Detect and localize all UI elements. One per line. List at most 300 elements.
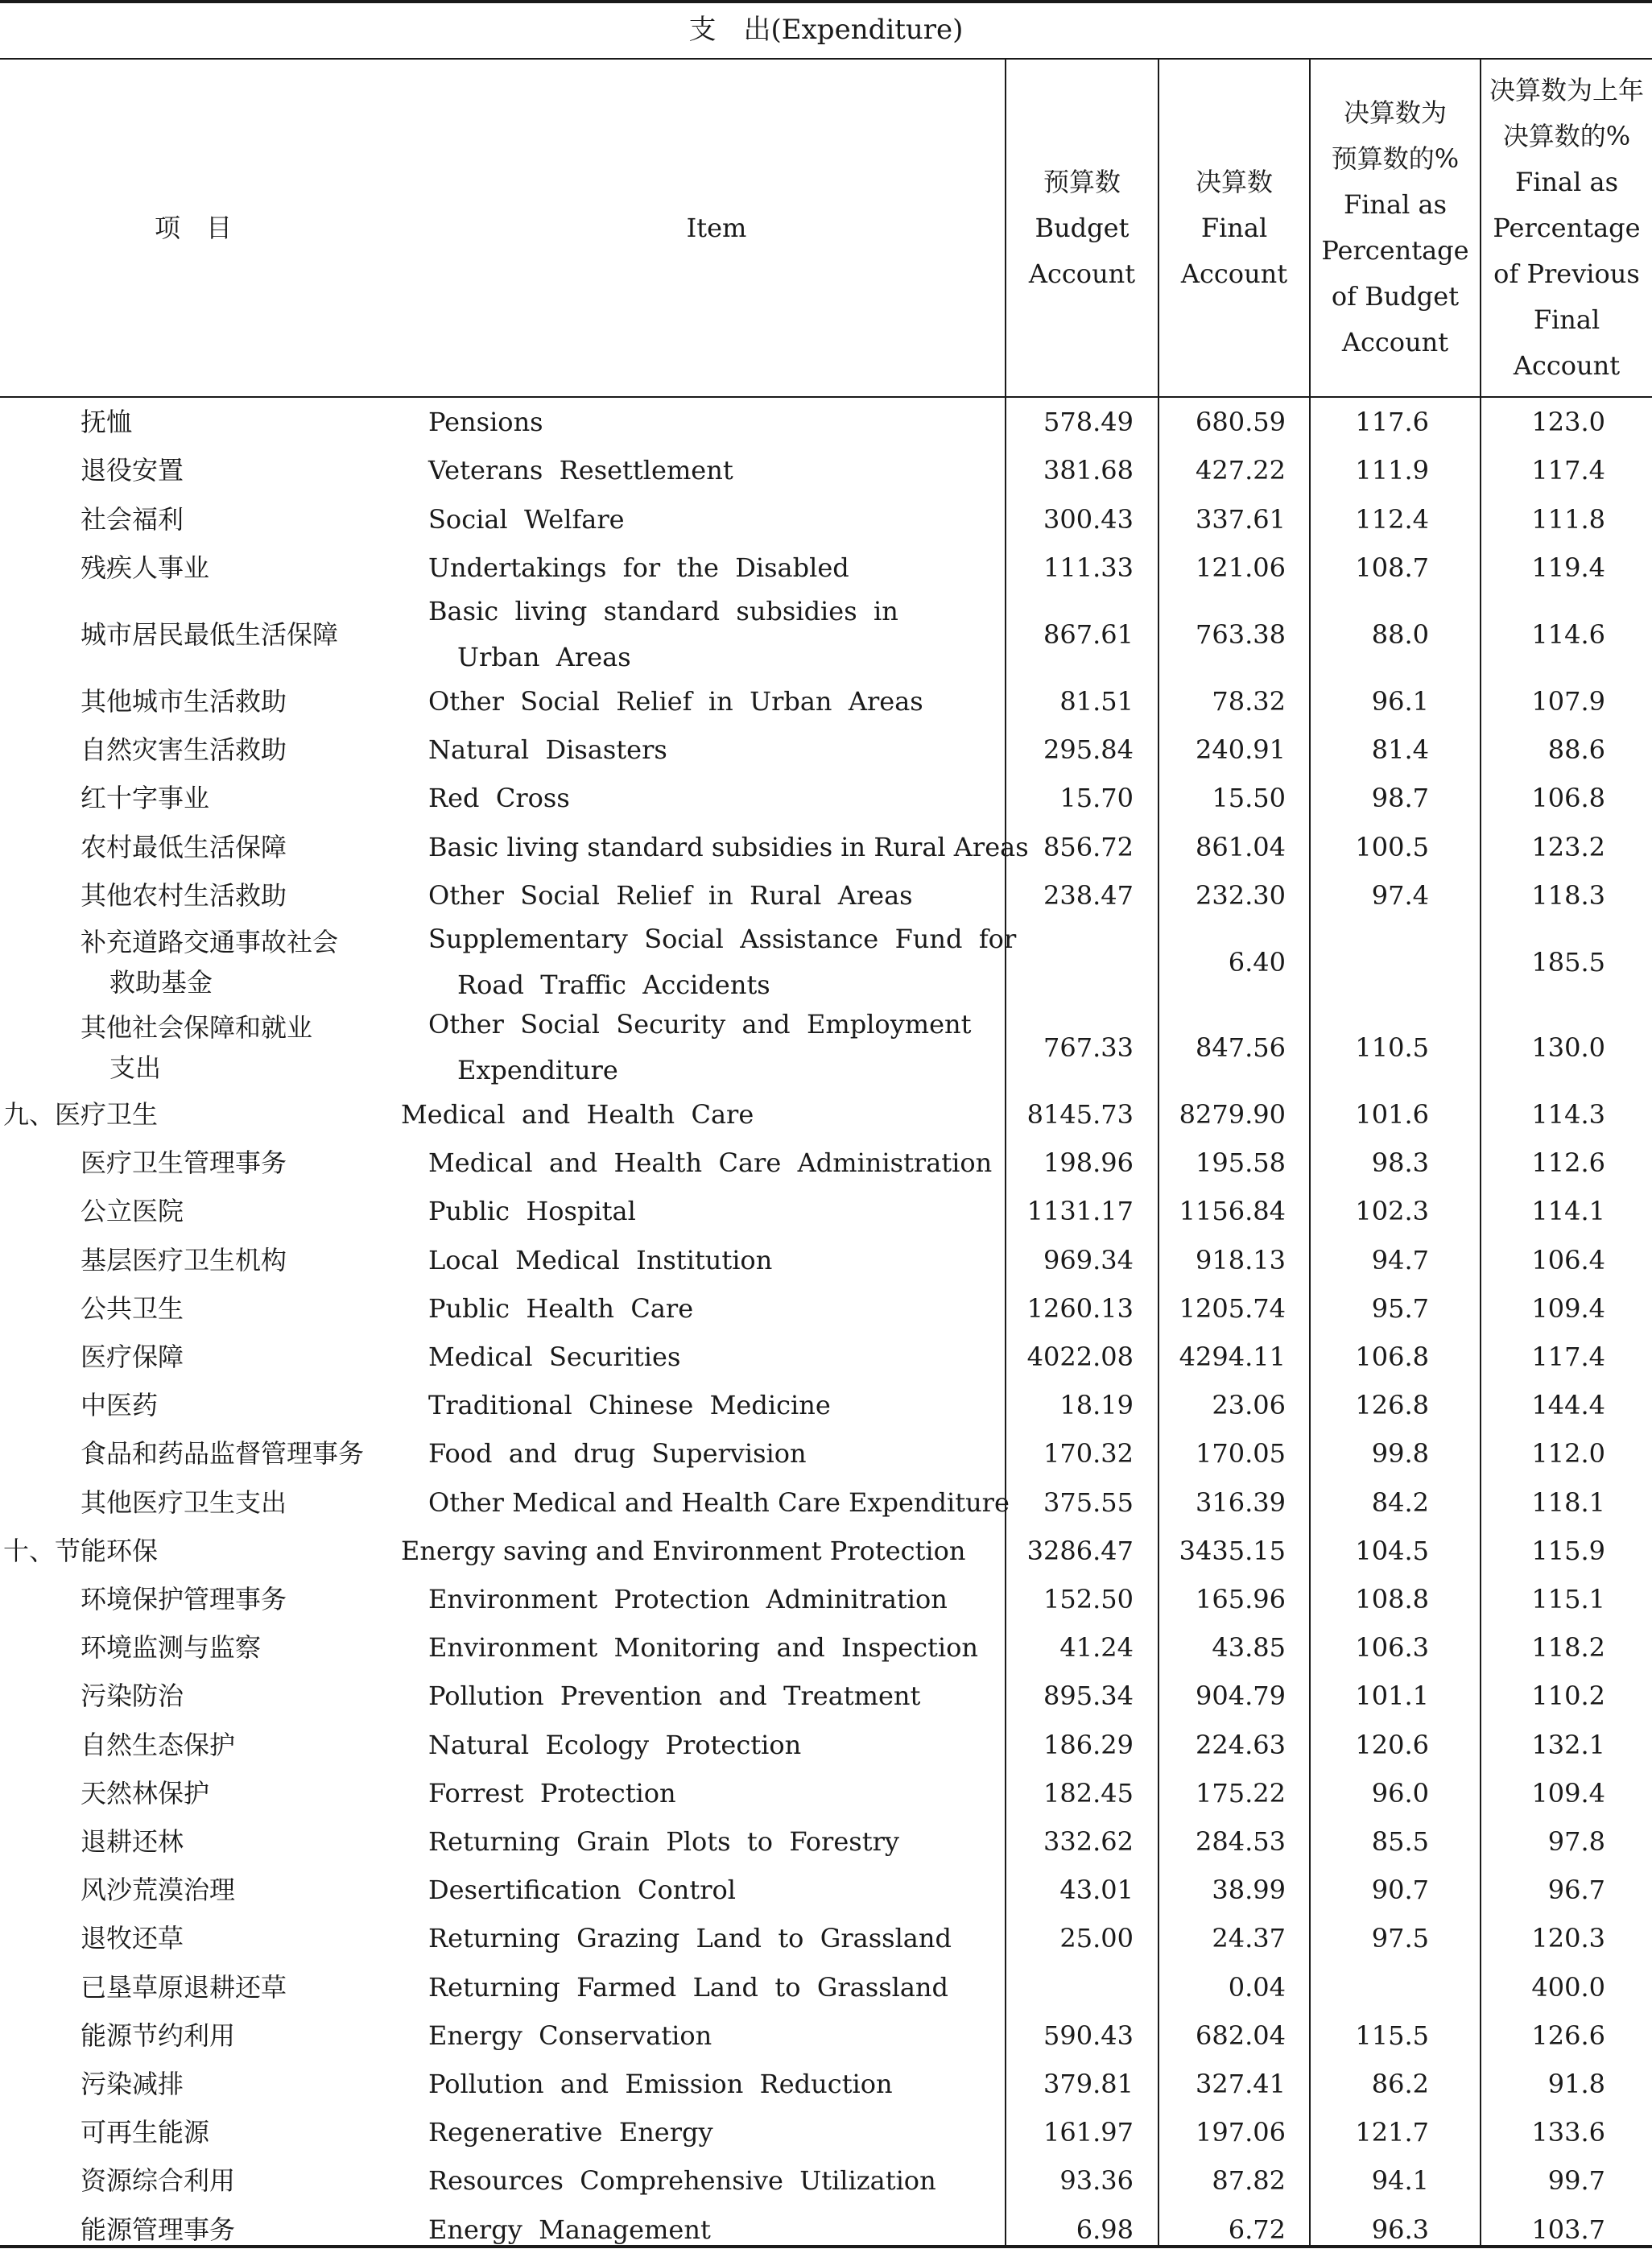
row-en-line: Basic living standard subsidies in xyxy=(428,595,898,626)
row-pct-prev-value: 110.2 xyxy=(1531,1681,1605,1712)
row-en-line: Pensions xyxy=(428,407,543,438)
row-budget-value: 379.81 xyxy=(1043,2068,1134,2099)
row-budget-value: 3286.47 xyxy=(1026,1535,1134,1566)
row-en-line: Undertakings for the Disabled xyxy=(428,552,849,583)
row-budget-value: 590.43 xyxy=(1043,2020,1134,2051)
row-final-value: 427.22 xyxy=(1196,455,1286,486)
row-pct-budget-value: 111.9 xyxy=(1355,455,1429,486)
row-cn-label xyxy=(81,1197,184,1226)
row-pct-prev-value: 118.2 xyxy=(1531,1632,1605,1664)
row-en-line: Medical Securities xyxy=(428,1341,681,1372)
row-cn-line: 农村最低生活保障 xyxy=(81,831,287,862)
row-budget-value: 767.33 xyxy=(1043,1031,1134,1063)
row-pct-prev-value: 114.3 xyxy=(1531,1098,1605,1130)
row-final-value: 682.04 xyxy=(1196,2020,1286,2051)
header-pct-budget-line: 决算数为 xyxy=(1343,97,1447,128)
row-final-value: 337.61 xyxy=(1196,503,1286,535)
row-pct-budget-value: 99.8 xyxy=(1371,1438,1429,1470)
row-cn-label xyxy=(81,1342,184,1371)
row-en-label xyxy=(428,1681,920,1710)
row-final-value: 847.56 xyxy=(1196,1031,1286,1063)
row-en-label xyxy=(428,2021,712,2050)
row-pct-prev-value: 97.8 xyxy=(1547,1825,1605,1857)
row-cn-label xyxy=(81,553,209,582)
header-final xyxy=(1159,159,1309,297)
row-en-label xyxy=(428,916,1016,1008)
row-pct-budget-value: 84.2 xyxy=(1371,1486,1429,1518)
row-budget-value: 170.32 xyxy=(1043,1438,1134,1470)
row-cn-line: 社会福利 xyxy=(81,503,184,535)
row-budget-value: 1260.13 xyxy=(1026,1292,1134,1324)
row-budget-value: 381.68 xyxy=(1043,455,1134,486)
row-cn-label xyxy=(81,2166,235,2195)
row-en-label xyxy=(428,1391,831,1420)
row-final-value: 904.79 xyxy=(1196,1681,1286,1712)
header-budget-line: 预算数 xyxy=(1043,167,1121,197)
row-en-label xyxy=(428,2215,711,2244)
row-pct-prev-value: 144.4 xyxy=(1531,1390,1605,1421)
row-pct-prev-value: 117.4 xyxy=(1531,455,1605,486)
header-cn-item: 项 目 xyxy=(154,213,232,243)
row-cn-label xyxy=(81,1827,184,1856)
row-pct-budget-value: 81.4 xyxy=(1371,734,1429,766)
header-pct-budget-line: 预算数的% xyxy=(1331,143,1460,174)
row-en-line: Other Social Relief in Urban Areas xyxy=(428,685,923,717)
row-pct-budget-value: 88.0 xyxy=(1371,618,1429,650)
row-en-label xyxy=(428,1197,636,1226)
row-en-label xyxy=(428,1730,801,1759)
row-en-label xyxy=(428,589,898,680)
row-cn-line: 其他农村生活救助 xyxy=(81,879,287,911)
row-cn-line: 风沙荒漠治理 xyxy=(81,1875,236,1906)
row-en-label xyxy=(428,687,923,716)
row-pct-prev-value: 88.6 xyxy=(1547,734,1605,766)
row-cn-label xyxy=(81,1924,184,1953)
row-final-value: 240.91 xyxy=(1196,734,1286,766)
row-pct-prev-value: 132.1 xyxy=(1531,1729,1605,1760)
row-pct-prev-value: 96.7 xyxy=(1547,1875,1605,1906)
row-en-label xyxy=(428,783,570,812)
row-budget-value: 4022.08 xyxy=(1026,1341,1134,1372)
row-cn-line: 公立医院 xyxy=(81,1196,184,1227)
row-cn-line: 补充道路交通事故社会 xyxy=(81,926,339,957)
row-en-line: Local Medical Institution xyxy=(428,1244,773,1275)
row-pct-budget-value: 117.6 xyxy=(1355,407,1429,438)
row-budget-value: 161.97 xyxy=(1043,2117,1134,2148)
header-pct-prev-line: Final as xyxy=(1514,167,1619,197)
row-final-value: 3435.15 xyxy=(1179,1535,1286,1566)
row-en-label xyxy=(428,1779,676,1808)
row-pct-prev-value: 120.3 xyxy=(1531,1923,1605,1954)
header-pct-budget-line: of Budget xyxy=(1331,281,1460,312)
row-cn-label xyxy=(81,1246,287,1275)
row-cn-label xyxy=(81,456,184,485)
header-pct-prev-line: Percentage xyxy=(1493,213,1641,243)
row-cn-label xyxy=(81,922,338,1003)
header-budget-line: Budget xyxy=(1035,213,1130,243)
row-cn-line: 其他城市生活救助 xyxy=(81,685,287,717)
row-pct-budget-value: 112.4 xyxy=(1355,503,1429,535)
row-budget-value: 895.34 xyxy=(1043,1681,1134,1712)
row-pct-budget-value: 98.3 xyxy=(1371,1147,1429,1179)
row-en-line: Resources Comprehensive Utilization xyxy=(428,2165,936,2197)
row-cn-line: 抚恤 xyxy=(81,407,133,438)
row-cn-line: 可再生能源 xyxy=(81,2117,210,2148)
row-pct-budget-value: 98.7 xyxy=(1371,783,1429,814)
row-cn-label xyxy=(81,505,184,534)
row-en-line: Other Social Security and Employment xyxy=(428,1008,972,1040)
header-final-line: Account xyxy=(1180,258,1288,289)
row-en-label xyxy=(428,456,733,485)
row-en-line: Desertification Control xyxy=(428,1875,737,1906)
row-pct-prev-value: 109.4 xyxy=(1531,1777,1605,1809)
row-cn-label xyxy=(81,1488,287,1517)
row-pct-budget-value: 97.4 xyxy=(1371,879,1429,911)
header-pct-budget xyxy=(1311,90,1480,366)
row-pct-budget-value: 101.1 xyxy=(1355,1681,1429,1712)
row-final-value: 197.06 xyxy=(1196,2117,1286,2148)
row-budget-value: 15.70 xyxy=(1059,783,1134,814)
row-cn-label xyxy=(81,2215,235,2244)
row-final-value: 1205.74 xyxy=(1179,1292,1286,1324)
row-pct-prev-value: 130.0 xyxy=(1531,1031,1605,1063)
row-cn-label xyxy=(81,1148,287,1177)
row-pct-budget-value: 90.7 xyxy=(1371,1875,1429,1906)
row-cn-line: 已垦草原退耕还草 xyxy=(81,1971,287,2003)
row-final-value: 38.99 xyxy=(1212,1875,1286,1906)
row-en-line: Pollution Prevention and Treatment xyxy=(428,1681,921,1712)
row-en-label xyxy=(428,1973,948,2002)
row-cn-label xyxy=(81,1585,287,1614)
row-en-label xyxy=(428,1294,693,1323)
row-budget-value: 41.24 xyxy=(1059,1632,1134,1664)
row-en-line: Urban Areas xyxy=(457,641,631,672)
row-cn-label xyxy=(81,1875,235,1904)
row-budget-value: 6.98 xyxy=(1076,2214,1134,2245)
row-cn-line: 医疗保障 xyxy=(81,1341,184,1372)
row-en-line: Forrest Protection xyxy=(428,1777,676,1809)
row-final-value: 224.63 xyxy=(1196,1729,1286,1760)
row-pct-prev-value: 118.3 xyxy=(1531,879,1605,911)
row-cn-label xyxy=(81,735,287,764)
header-pct-budget-line: Final as xyxy=(1343,189,1448,220)
header-budget-line: Account xyxy=(1028,258,1136,289)
row-pct-prev-value: 103.7 xyxy=(1531,2214,1605,2245)
row-final-value: 24.37 xyxy=(1212,1923,1286,1954)
row-cn-label xyxy=(81,407,132,436)
row-pct-prev-value: 123.2 xyxy=(1531,831,1605,862)
row-budget-value: 332.62 xyxy=(1043,1825,1134,1857)
row-final-value: 170.05 xyxy=(1196,1438,1286,1470)
row-en-line: Natural Ecology Protection xyxy=(428,1729,802,1760)
row-cn-line: 城市居民最低生活保障 xyxy=(81,618,339,650)
row-pct-budget-value: 106.3 xyxy=(1355,1632,1429,1664)
row-en-label xyxy=(428,881,913,910)
row-pct-budget-value: 97.5 xyxy=(1371,1923,1429,1954)
row-cn-line: 红十字事业 xyxy=(81,783,210,814)
row-cn-line: 食品和药品监督管理事务 xyxy=(81,1438,365,1470)
header-pct-prev-line: 决算数的% xyxy=(1502,121,1631,151)
row-en-line: Basic living standard subsidies in Rural Areas xyxy=(428,831,1029,862)
title-rule xyxy=(0,58,1652,60)
row-cn-label xyxy=(81,1779,209,1808)
row-final-value: 8279.90 xyxy=(1179,1098,1286,1130)
header-pct-prev-line: Account xyxy=(1513,350,1621,381)
row-pct-budget-value: 102.3 xyxy=(1355,1196,1429,1227)
row-budget-value: 198.96 xyxy=(1043,1147,1134,1179)
row-budget-value: 375.55 xyxy=(1043,1486,1134,1518)
row-en-line: Environment Protection Adminitration xyxy=(428,1583,948,1614)
row-cn-line: 医疗卫生管理事务 xyxy=(81,1147,287,1179)
row-en-line: Expenditure xyxy=(457,1054,618,1085)
row-cn-line: 能源节约利用 xyxy=(81,2020,236,2051)
row-pct-budget-value: 96.1 xyxy=(1371,685,1429,717)
row-en-line: Medical and Health Care xyxy=(401,1098,754,1130)
bottom-rule xyxy=(0,2245,1652,2248)
row-en-label xyxy=(401,1100,754,1129)
row-pct-prev-value: 99.7 xyxy=(1547,2165,1605,2197)
row-cn-line: 十、节能环保 xyxy=(3,1535,159,1566)
row-final-value: 327.41 xyxy=(1196,2068,1286,2099)
row-en-line: Natural Disasters xyxy=(428,734,667,766)
row-en-label xyxy=(428,1439,807,1468)
row-pct-prev-value: 115.1 xyxy=(1531,1583,1605,1614)
row-final-value: 4294.11 xyxy=(1179,1341,1286,1372)
row-en-label xyxy=(428,1246,772,1275)
row-final-value: 316.39 xyxy=(1196,1486,1286,1518)
row-final-value: 6.72 xyxy=(1228,2214,1286,2245)
row-cn-label xyxy=(81,1007,312,1088)
row-en-line: Environment Monitoring and Inspection xyxy=(428,1632,979,1664)
row-en-line: Veterans Resettlement xyxy=(428,455,733,486)
row-final-value: 121.06 xyxy=(1196,552,1286,583)
header-pct-budget-line: Percentage xyxy=(1321,235,1469,266)
row-cn-line: 救助基金 xyxy=(109,966,213,998)
row-en-line: Returning Grazing Land to Grassland xyxy=(428,1923,952,1954)
row-cn-label xyxy=(81,1973,287,2002)
row-pct-budget-value: 115.5 xyxy=(1355,2020,1429,2051)
row-en-line: Medical and Health Care Administration xyxy=(428,1147,993,1179)
row-budget-value: 969.34 xyxy=(1043,1244,1134,1275)
row-pct-prev-value: 126.6 xyxy=(1531,2020,1605,2051)
row-en-line: Pollution and Emission Reduction xyxy=(428,2068,893,2099)
row-cn-label xyxy=(81,1633,261,1662)
row-en-label xyxy=(401,1536,966,1565)
row-budget-value: 1131.17 xyxy=(1026,1196,1134,1227)
row-en-label xyxy=(428,1585,948,1614)
row-cn-label xyxy=(81,783,209,812)
top-rule xyxy=(0,0,1652,3)
row-pct-budget-value: 96.3 xyxy=(1371,2214,1429,2245)
row-final-value: 87.82 xyxy=(1212,2165,1286,2197)
row-pct-budget-value: 96.0 xyxy=(1371,1777,1429,1809)
row-en-line: Supplementary Social Assistance Fund for xyxy=(428,923,1017,954)
row-budget-value: 856.72 xyxy=(1043,831,1134,862)
row-pct-prev-value: 109.4 xyxy=(1531,1292,1605,1324)
row-cn-line: 基层医疗卫生机构 xyxy=(81,1244,287,1275)
row-cn-line: 退役安置 xyxy=(81,455,184,486)
row-cn-line: 公共卫生 xyxy=(81,1292,184,1324)
row-en-label xyxy=(428,833,1029,862)
row-en-line: Returning Farmed Land to Grassland xyxy=(428,1971,949,2003)
row-pct-prev-value: 106.8 xyxy=(1531,783,1605,814)
row-pct-budget-value: 108.8 xyxy=(1355,1583,1429,1614)
row-pct-budget-value: 94.1 xyxy=(1371,2165,1429,2197)
row-pct-budget-value: 95.7 xyxy=(1371,1292,1429,1324)
row-pct-prev-value: 119.4 xyxy=(1531,552,1605,583)
row-cn-label xyxy=(81,833,287,862)
row-final-value: 15.50 xyxy=(1212,783,1286,814)
row-pct-prev-value: 114.6 xyxy=(1531,618,1605,650)
row-final-value: 1156.84 xyxy=(1179,1196,1286,1227)
row-budget-value: 300.43 xyxy=(1043,503,1134,535)
row-budget-value: 182.45 xyxy=(1043,1777,1134,1809)
row-pct-budget-value: 121.7 xyxy=(1355,2117,1429,2148)
row-pct-budget-value: 110.5 xyxy=(1355,1031,1429,1063)
row-en-line: Energy Conservation xyxy=(428,2020,712,2051)
row-cn-label xyxy=(81,2118,209,2147)
row-final-value: 23.06 xyxy=(1212,1390,1286,1421)
row-cn-line: 资源综合利用 xyxy=(81,2165,236,2197)
row-pct-budget-value: 86.2 xyxy=(1371,2068,1429,2099)
row-final-value: 861.04 xyxy=(1196,831,1286,862)
row-pct-budget-value: 101.6 xyxy=(1355,1098,1429,1130)
row-final-value: 763.38 xyxy=(1196,618,1286,650)
row-cn-line: 残疾人事业 xyxy=(81,552,210,583)
row-cn-line: 自然生态保护 xyxy=(81,1729,236,1760)
row-cn-label xyxy=(81,1391,158,1420)
row-cn-line: 其他医疗卫生支出 xyxy=(81,1486,287,1518)
header-final-line: 决算数 xyxy=(1195,167,1273,197)
row-cn-line: 中医药 xyxy=(81,1390,159,1421)
row-pct-prev-value: 400.0 xyxy=(1531,1971,1605,2003)
row-en-label xyxy=(428,1488,1010,1517)
row-cn-line: 能源管理事务 xyxy=(81,2214,236,2245)
row-cn-label xyxy=(3,1536,158,1565)
row-pct-prev-value: 106.4 xyxy=(1531,1244,1605,1275)
row-cn-label xyxy=(81,687,287,716)
header-pct-prev-line: Final xyxy=(1533,304,1600,335)
row-budget-value: 18.19 xyxy=(1059,1390,1134,1421)
row-final-value: 0.04 xyxy=(1228,1971,1286,2003)
row-pct-prev-value: 111.8 xyxy=(1531,503,1605,535)
row-en-line: Energy saving and Environment Protection xyxy=(401,1535,966,1566)
row-cn-label xyxy=(81,1681,184,1710)
row-pct-budget-value: 106.8 xyxy=(1355,1341,1429,1372)
row-en-label xyxy=(428,553,849,582)
row-cn-label xyxy=(81,881,287,910)
row-en-label xyxy=(428,2069,893,2098)
row-cn-line: 支出 xyxy=(109,1052,162,1083)
row-cn-label xyxy=(81,2021,235,2050)
row-pct-prev-value: 133.6 xyxy=(1531,2117,1605,2148)
row-cn-line: 自然灾害生活救助 xyxy=(81,734,287,766)
row-cn-line: 环境监测与监察 xyxy=(81,1632,262,1664)
row-pct-prev-value: 115.9 xyxy=(1531,1535,1605,1566)
row-en-label xyxy=(428,1875,736,1904)
row-cn-line: 环境保护管理事务 xyxy=(81,1583,287,1614)
row-pct-prev-value: 185.5 xyxy=(1531,946,1605,978)
table-title: 支 出(Expenditure) xyxy=(688,14,964,46)
row-budget-value: 111.33 xyxy=(1043,552,1134,583)
row-pct-budget-value: 108.7 xyxy=(1355,552,1429,583)
row-en-line: Regenerative Energy xyxy=(428,2117,713,2148)
row-budget-value: 43.01 xyxy=(1059,1875,1134,1906)
row-final-value: 78.32 xyxy=(1212,685,1286,717)
row-cn-line: 污染减排 xyxy=(81,2068,184,2099)
row-en-line: Public Health Care xyxy=(428,1292,694,1324)
header-en-item: Item xyxy=(686,213,747,243)
row-cn-label xyxy=(81,1294,184,1323)
row-cn-label xyxy=(81,2069,184,2098)
row-cn-label xyxy=(81,1439,364,1468)
row-pct-prev-value: 107.9 xyxy=(1531,685,1605,717)
row-pct-prev-value: 117.4 xyxy=(1531,1341,1605,1372)
row-en-line: Other Medical and Health Care Expenditure xyxy=(428,1486,1010,1518)
row-pct-prev-value: 91.8 xyxy=(1547,2068,1605,2099)
row-final-value: 195.58 xyxy=(1196,1147,1286,1179)
row-pct-prev-value: 112.0 xyxy=(1531,1438,1605,1470)
row-final-value: 680.59 xyxy=(1196,407,1286,438)
row-en-line: Other Social Relief in Rural Areas xyxy=(428,879,913,911)
row-cn-line: 污染防治 xyxy=(81,1681,184,1712)
row-pct-budget-value: 104.5 xyxy=(1355,1535,1429,1566)
row-en-label xyxy=(428,1342,680,1371)
row-pct-prev-value: 123.0 xyxy=(1531,407,1605,438)
row-pct-budget-value: 120.6 xyxy=(1355,1729,1429,1760)
row-pct-prev-value: 114.1 xyxy=(1531,1196,1605,1227)
row-en-line: Road Traffic Accidents xyxy=(457,969,770,1000)
row-cn-label xyxy=(81,620,338,649)
header-pct-prev-line: 决算数为上年 xyxy=(1489,75,1644,105)
row-en-line: Energy Management xyxy=(428,2214,711,2245)
row-budget-value: 186.29 xyxy=(1043,1729,1134,1760)
row-final-value: 43.85 xyxy=(1212,1632,1286,1664)
row-budget-value: 25.00 xyxy=(1059,1923,1134,1954)
row-en-line: Social Welfare xyxy=(428,503,625,535)
row-en-line: Food and drug Supervision xyxy=(428,1438,807,1470)
row-final-value: 6.40 xyxy=(1228,946,1286,978)
row-en-label xyxy=(428,2118,713,2147)
row-final-value: 175.22 xyxy=(1196,1777,1286,1809)
row-cn-line: 其他社会保障和就业 xyxy=(81,1011,313,1043)
row-final-value: 918.13 xyxy=(1196,1244,1286,1275)
row-cn-line: 退耕还林 xyxy=(81,1825,184,1857)
row-pct-budget-value: 126.8 xyxy=(1355,1390,1429,1421)
row-cn-line: 退牧还草 xyxy=(81,1923,184,1954)
row-en-line: Red Cross xyxy=(428,783,570,814)
row-budget-value: 8145.73 xyxy=(1026,1098,1134,1130)
row-en-label xyxy=(428,1148,992,1177)
header-final-line: Final xyxy=(1200,213,1268,243)
header-pct-prev xyxy=(1481,68,1652,389)
header-rule xyxy=(0,396,1652,398)
row-budget-value: 578.49 xyxy=(1043,407,1134,438)
row-cn-line: 天然林保护 xyxy=(81,1777,210,1809)
row-pct-prev-value: 112.6 xyxy=(1531,1147,1605,1179)
row-pct-budget-value: 94.7 xyxy=(1371,1244,1429,1275)
row-budget-value: 867.61 xyxy=(1043,618,1134,650)
row-en-line: Returning Grain Plots to Forestry xyxy=(428,1825,899,1857)
row-budget-value: 295.84 xyxy=(1043,734,1134,766)
row-en-line: Public Hospital xyxy=(428,1196,636,1227)
row-en-label xyxy=(428,1633,978,1662)
row-budget-value: 238.47 xyxy=(1043,879,1134,911)
row-en-label xyxy=(428,505,625,534)
row-budget-value: 93.36 xyxy=(1059,2165,1134,2197)
header-pct-prev-line: of Previous xyxy=(1493,258,1640,289)
row-en-label xyxy=(428,1827,899,1856)
